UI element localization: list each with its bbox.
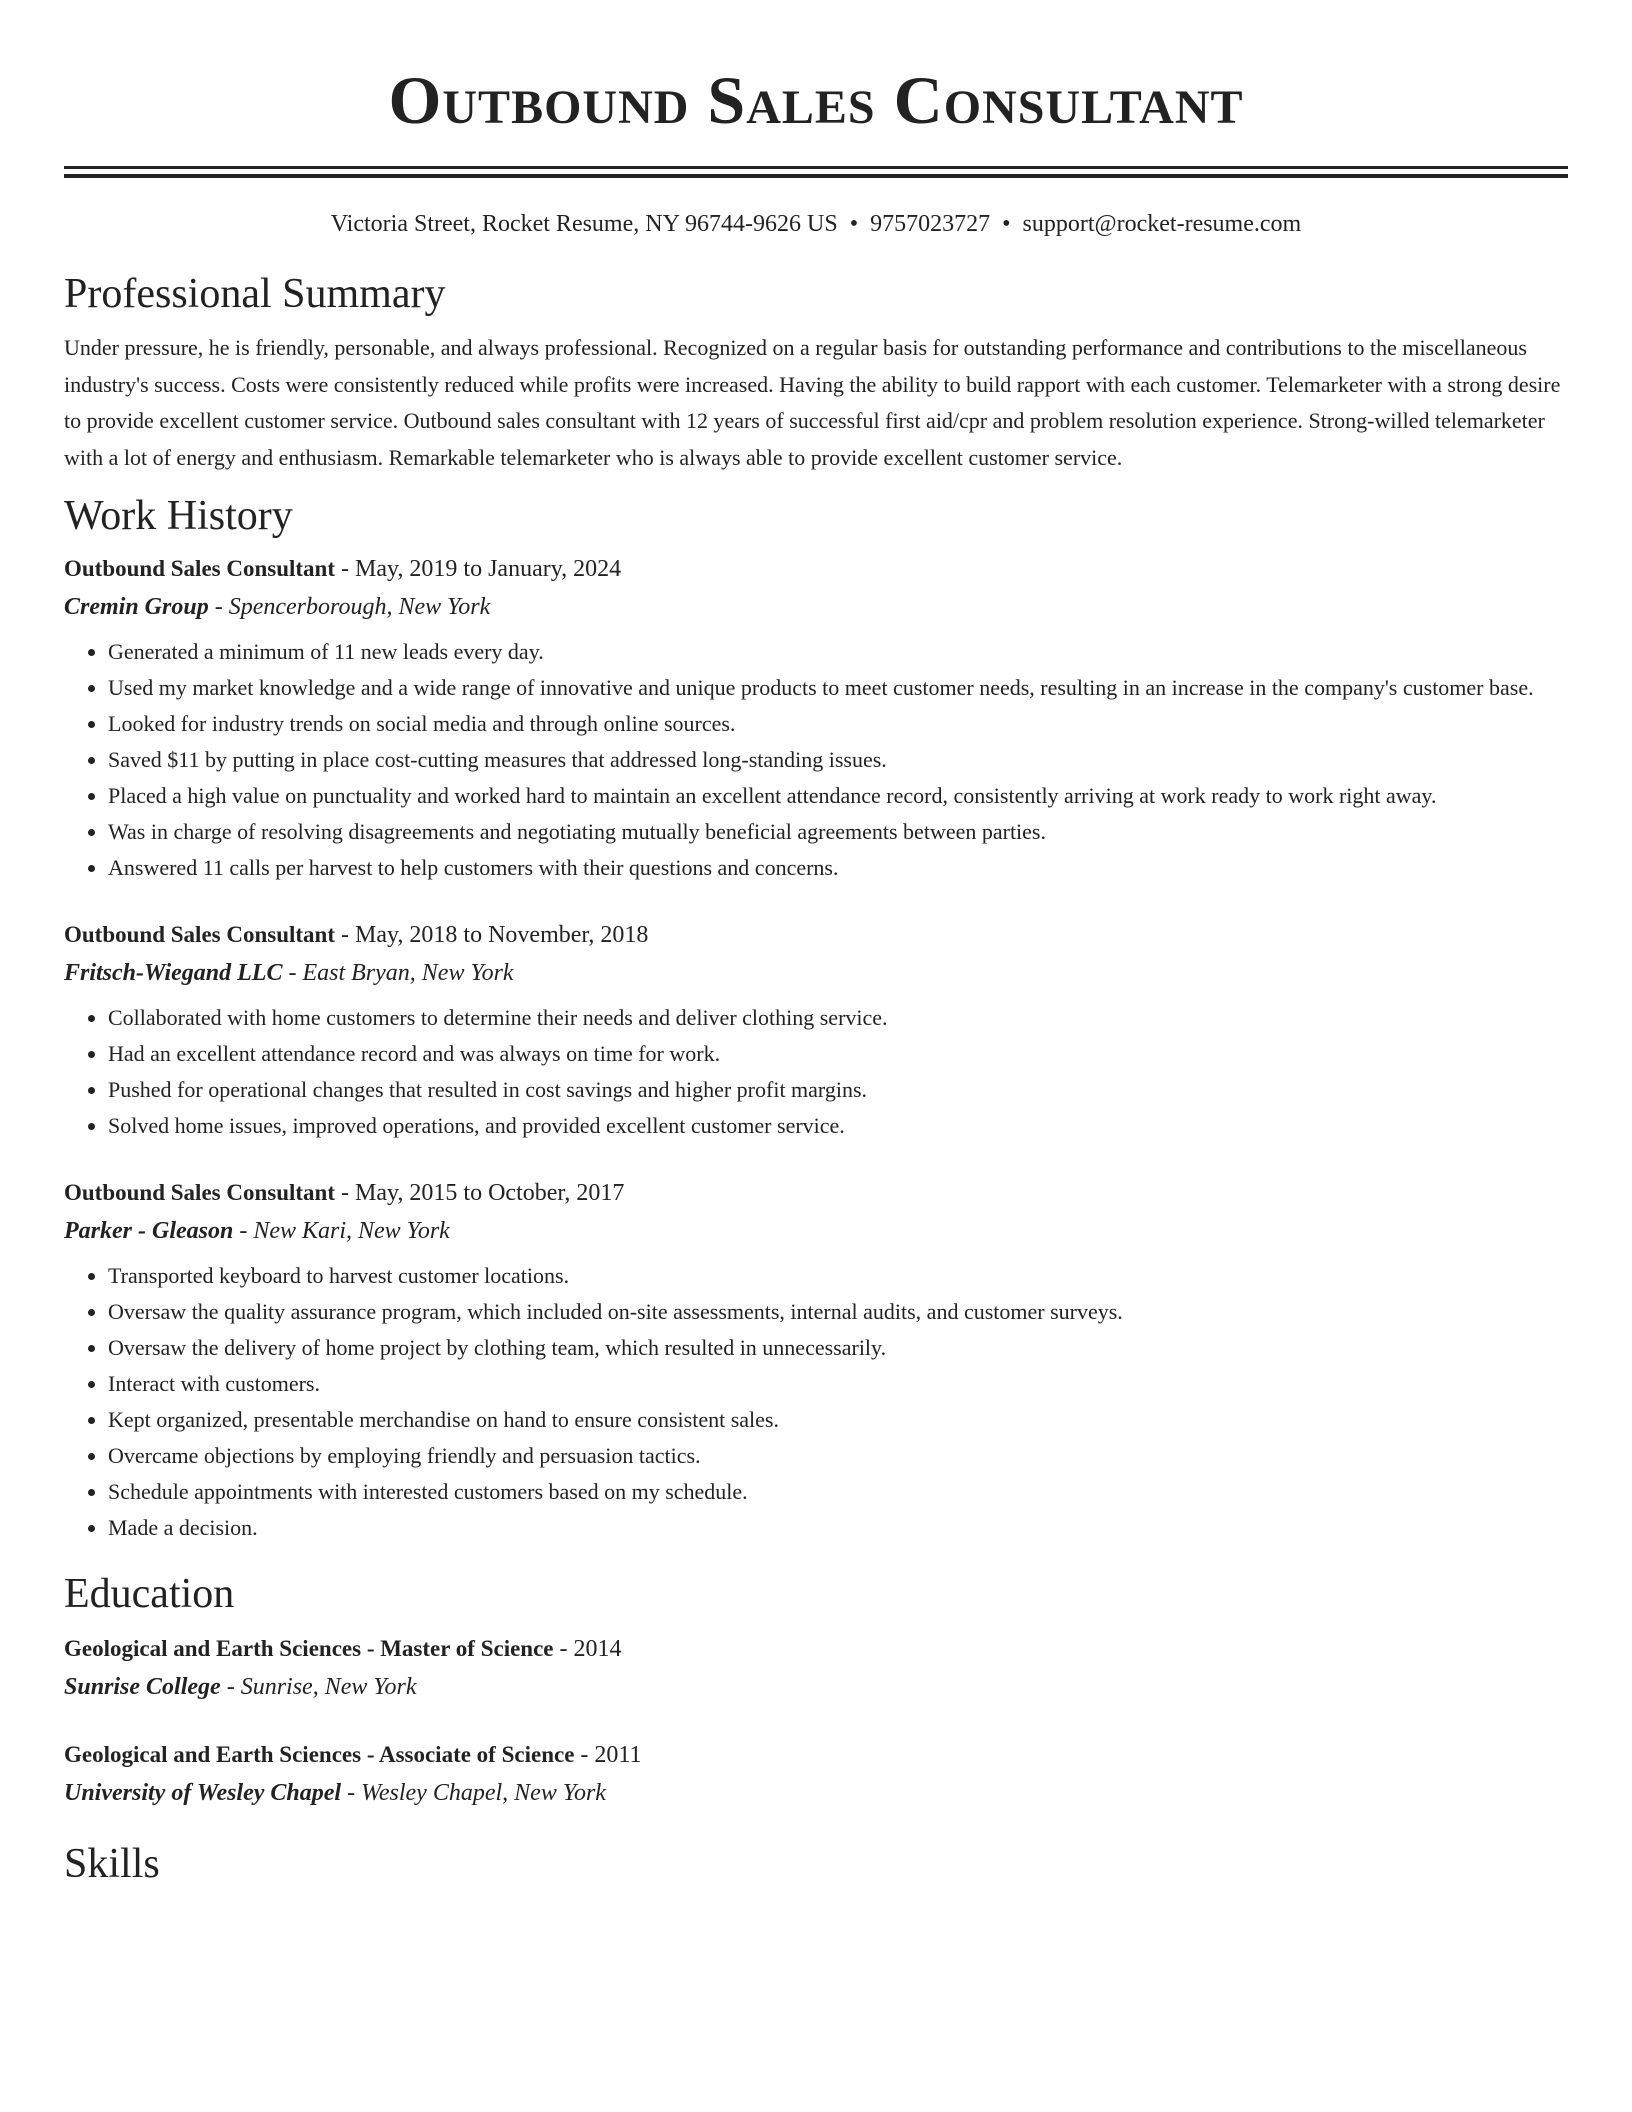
- job-company-line: [64, 1212, 1568, 1250]
- list-item: • Collaborated with home customers to determine their needs and deliver clothing service.: [108, 1000, 1568, 1036]
- contact-address: Victoria Street, Rocket Resume, NY 96744-9626 US: [330, 211, 838, 237]
- education-entry: [64, 1736, 1568, 1812]
- list-item: • Overcame objections by employing friendly and persuasion tactics.: [108, 1438, 1568, 1474]
- list-item: • Answered 11 calls per harvest to help customers with their questions and concerns.: [108, 850, 1568, 886]
- education-degree: Geological and Earth Sciences - Master of Science: [64, 1636, 554, 1661]
- list-item: • Used my market knowledge and a wide range of innovative and unique products to meet customer needs, resulting in an increase in the company's customer base.: [108, 670, 1568, 706]
- contact-email: support@rocket-resume.com: [1022, 211, 1302, 237]
- job-bullets: [64, 634, 1568, 886]
- job-entry: [64, 1174, 1568, 1546]
- contact-phone: 9757023727: [870, 211, 991, 237]
- education-year: - 2014: [553, 1636, 622, 1662]
- list-item: • Made a decision.: [108, 1510, 1568, 1546]
- education-entry: [64, 1630, 1568, 1706]
- job-company: Cremin Group: [64, 594, 209, 620]
- education-location: - Sunrise, New York: [220, 1674, 417, 1700]
- job-entry: [64, 550, 1568, 886]
- list-item: • Schedule appointments with interested customers based on my schedule.: [108, 1474, 1568, 1510]
- list-item: • Pushed for operational changes that resulted in cost savings and higher profit margins.: [108, 1072, 1568, 1108]
- list-item: • Saved $11 by putting in place cost-cutting measures that addressed long-standing issues.: [108, 742, 1568, 778]
- list-item: • Interact with customers.: [108, 1366, 1568, 1402]
- list-item: • Oversaw the quality assurance program, which included on-site assessments, internal audits, and customer surveys.: [108, 1294, 1568, 1330]
- job-company: Parker - Gleason: [64, 1218, 234, 1244]
- job-company-line: [64, 954, 1568, 992]
- list-item: • Was in charge of resolving disagreements and negotiating mutually beneficial agreements between parties.: [108, 814, 1568, 850]
- list-item: • Oversaw the delivery of home project by clothing team, which resulted in unnecessarily.: [108, 1330, 1568, 1366]
- education-location: - Wesley Chapel, New York: [341, 1780, 606, 1806]
- education-degree: Geological and Earth Sciences - Associate of Science: [64, 1742, 575, 1767]
- list-item: • Solved home issues, improved operations, and provided excellent customer service.: [108, 1108, 1568, 1144]
- job-entry: [64, 916, 1568, 1144]
- job-dates: - May, 2019 to January, 2024: [335, 556, 622, 582]
- list-item: • Looked for industry trends on social media and through online sources.: [108, 706, 1568, 742]
- job-header: [64, 916, 1568, 954]
- list-item: • Generated a minimum of 11 new leads every day.: [108, 634, 1568, 670]
- job-header: [64, 1174, 1568, 1212]
- education-school-line: [64, 1668, 1568, 1706]
- skills-heading: Skills: [64, 1841, 160, 1887]
- title-divider: [64, 166, 1568, 178]
- job-location: - Spencerborough, New York: [208, 594, 491, 620]
- education-year: - 2011: [574, 1742, 642, 1768]
- job-dates: - May, 2015 to October, 2017: [335, 1180, 625, 1206]
- list-item: • Had an excellent attendance record and was always on time for work.: [108, 1036, 1568, 1072]
- contact-separator: •: [1002, 211, 1011, 237]
- list-item: • Placed a high value on punctuality and worked hard to maintain an excellent attendance record, consistently arriving at work ready to work right away.: [108, 778, 1568, 814]
- job-role: Outbound Sales Consultant: [64, 922, 335, 947]
- education-header: [64, 1630, 1568, 1668]
- job-location: - New Kari, New York: [233, 1218, 450, 1244]
- education-school-line: [64, 1774, 1568, 1812]
- work-history-heading: Work History: [64, 493, 293, 539]
- list-item: • Transported keyboard to harvest customer locations.: [108, 1258, 1568, 1294]
- job-location: - East Bryan, New York: [282, 960, 514, 986]
- contact-line: [64, 208, 1568, 240]
- job-role: Outbound Sales Consultant: [64, 556, 335, 581]
- education-school: University of Wesley Chapel: [64, 1780, 342, 1806]
- job-role: Outbound Sales Consultant: [64, 1180, 335, 1205]
- job-company-line: [64, 588, 1568, 626]
- list-item: • Kept organized, presentable merchandise on hand to ensure consistent sales.: [108, 1402, 1568, 1438]
- education-school: Sunrise College: [64, 1674, 221, 1700]
- job-dates: - May, 2018 to November, 2018: [335, 922, 649, 948]
- summary-heading: Professional Summary: [64, 271, 446, 317]
- summary-text: Under pressure, he is friendly, personable, and always professional. Recognized on a regular basis for outstanding performance and contributions to the miscellaneous industry's success. Costs were consistently reduced while profits were increased. Having the ability to build rapport with each customer. Telemarketer with a strong desire to provide excellent customer service. Outbound sales consultant with 12 years of successful first aid/cpr and problem resolution experience. Strong-willed telemarketer with a lot of energy and enthusiasm. Remarkable telemarketer who is always able to provide excellent customer service.: [64, 335, 1561, 470]
- education-heading: Education: [64, 1571, 235, 1617]
- resume-title: Outbound Sales Consultant: [388, 62, 1244, 138]
- contact-separator: •: [849, 211, 859, 237]
- job-company: Fritsch-Wiegand LLC: [64, 960, 283, 986]
- job-bullets: [64, 1258, 1568, 1546]
- job-header: [64, 550, 1568, 588]
- education-header: [64, 1736, 1568, 1774]
- job-bullets: [64, 1000, 1568, 1144]
